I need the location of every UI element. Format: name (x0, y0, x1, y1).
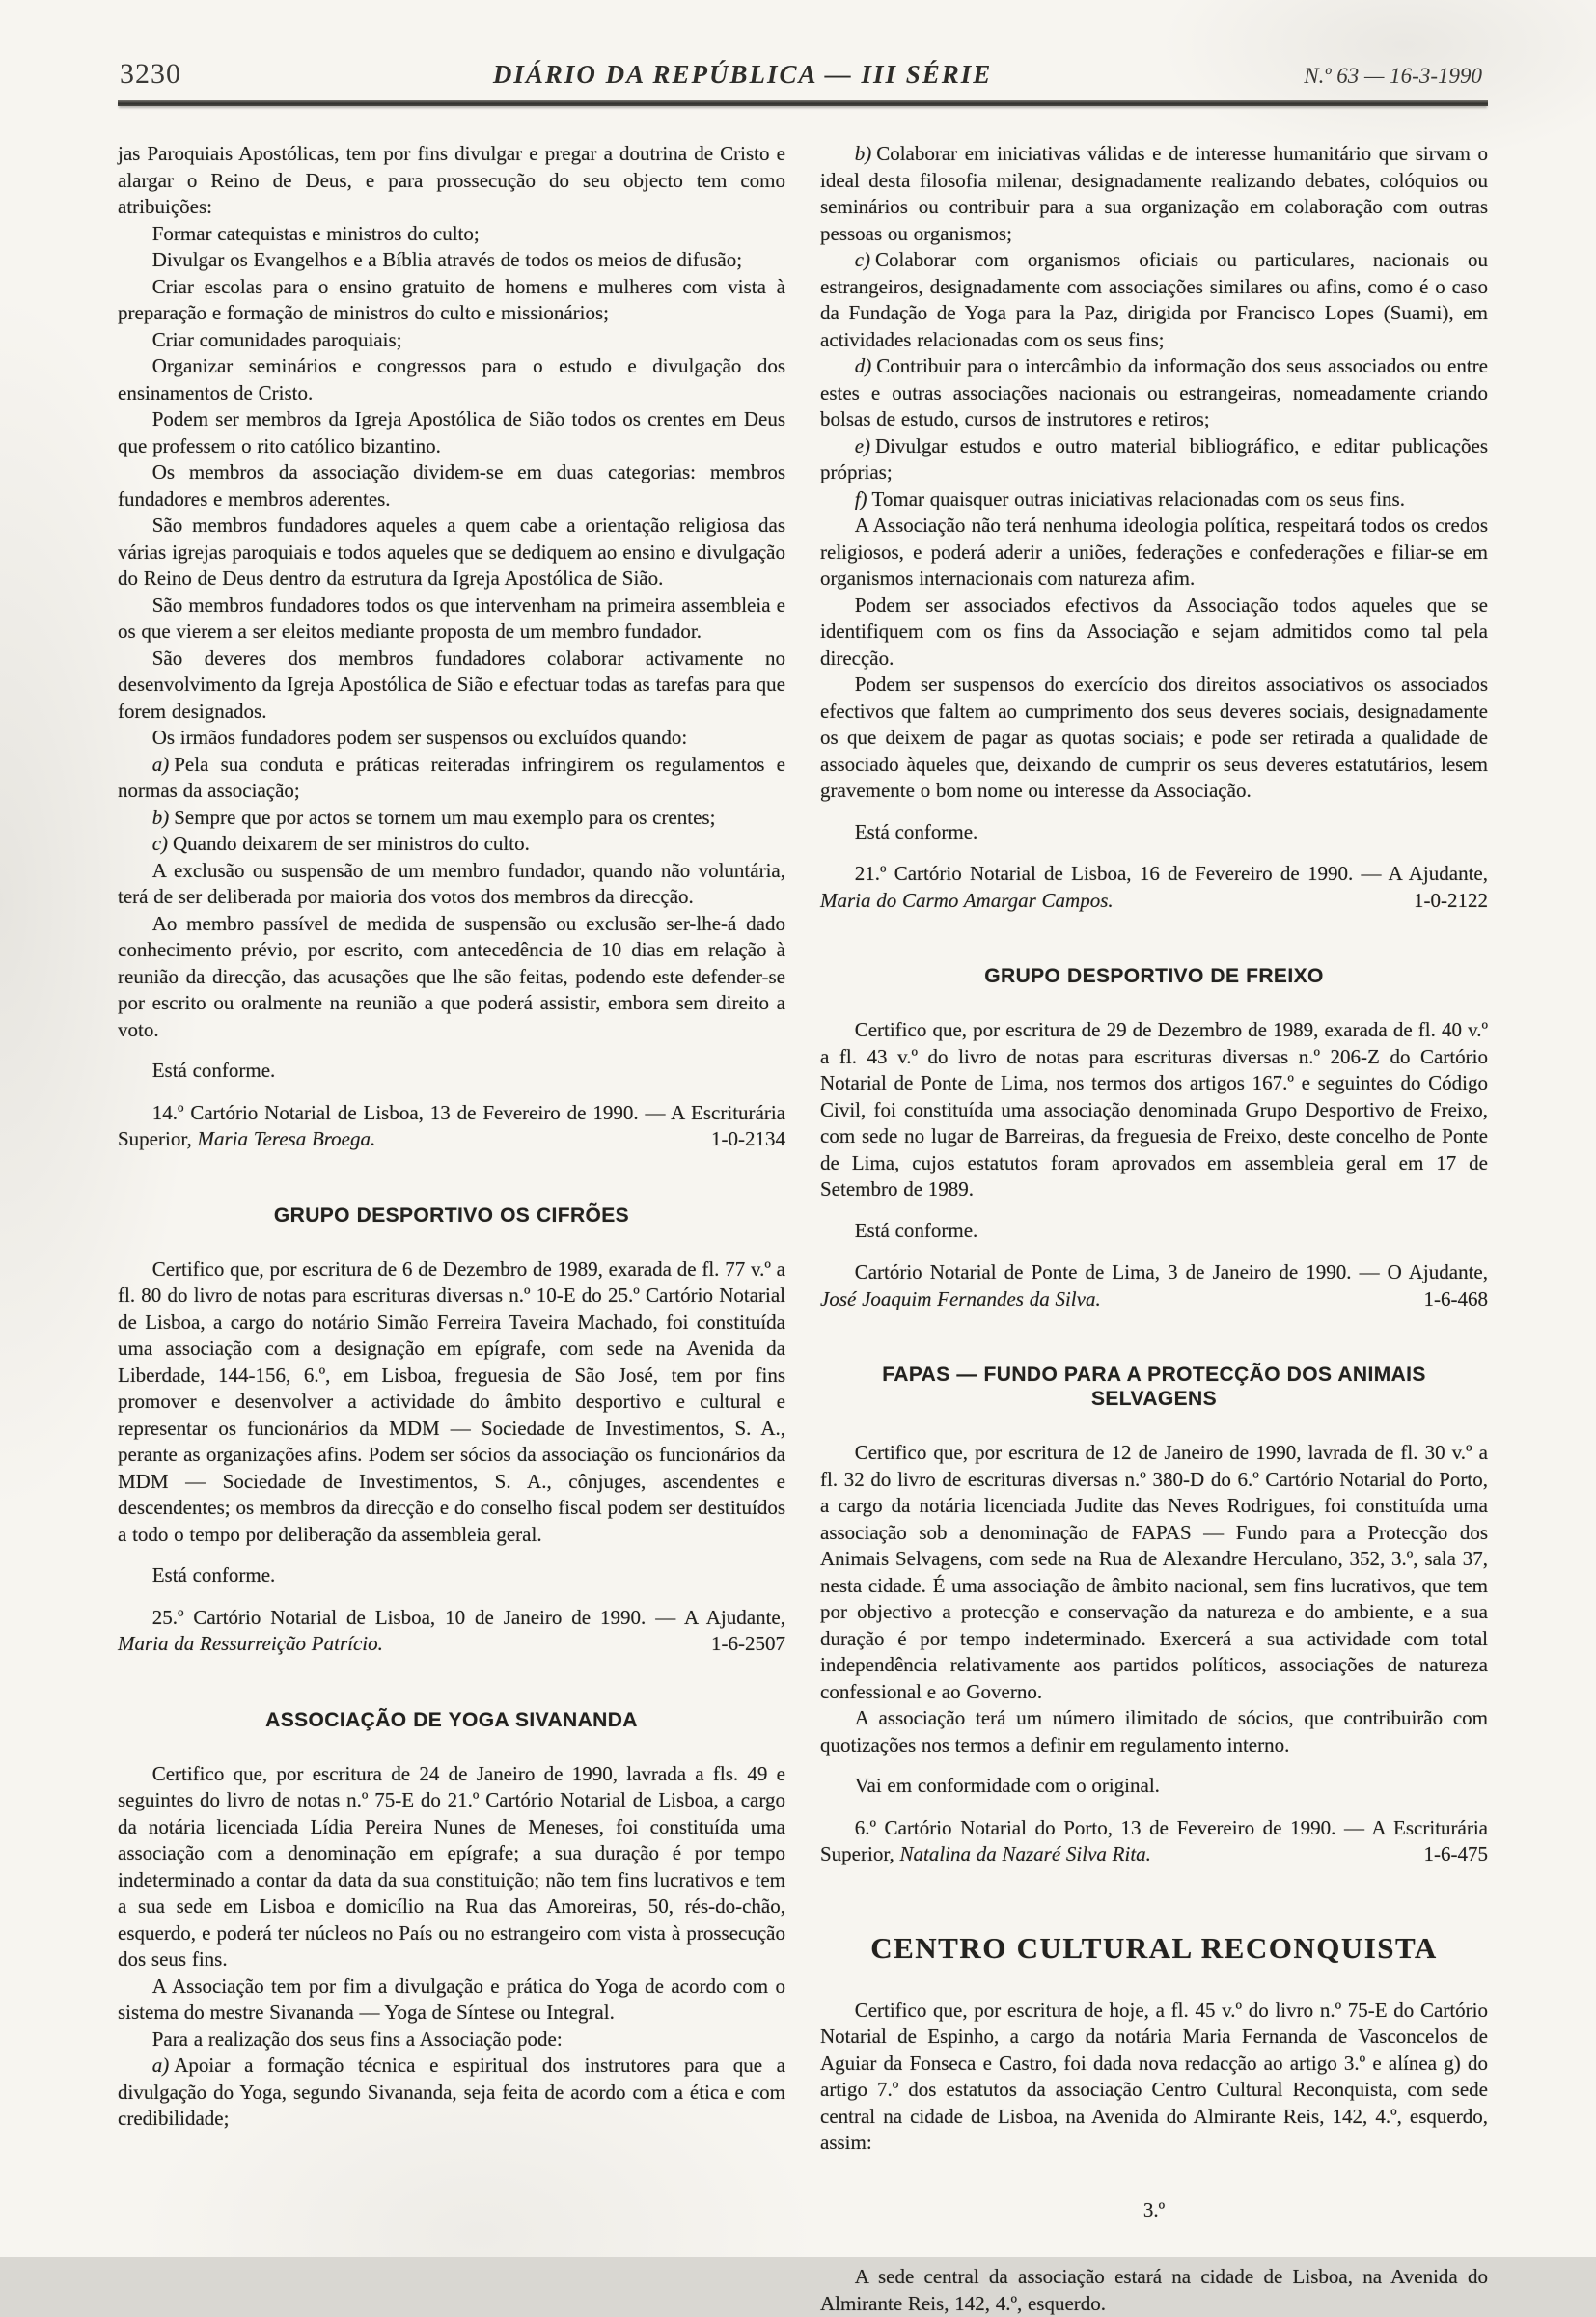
paragraph-text: Os irmãos fundadores podem ser suspensos ou excluídos quando: (151, 726, 688, 749)
paragraph-text: Para a realização dos seus fins a Associação pode: (151, 2027, 563, 2051)
paragraph (820, 672, 1488, 805)
paragraph (118, 646, 785, 726)
registry-ref: 1-0-2122 (1414, 888, 1488, 912)
paragraph (820, 141, 1488, 247)
signature-line (820, 1259, 1488, 1312)
section-heading: FAPAS — FUNDO PARA A PROTECÇÃO DOS ANIMAIS SELVAGENS (882, 1364, 1426, 1410)
issue-number: N.º 63 — 16-3-1990 (1304, 64, 1482, 88)
paragraph (118, 247, 785, 274)
paragraph-text: Certifico que, por escritura de 6 de Dezembro de 1989, exarada de fl. 77 v.º a fl. 80 do livro de notas para escrituras diversas n.º 10-E do 25.º Cartório Notarial de Lisboa, a cargo do notário Simão Ferreira Taveira Machado, foi constituída uma associação com a designação em epígrafe, com sede na Avenida da Liberdade, 144-156, 6.º, em Lisboa, freguesia de São José, tem por fins promover e desenvolver a actividade do âmbito desportivo e cultural e representar os funcionários da MDM — Sociedade de Investimentos, S. A., perante as organizações afins. Podem ser sócios da associação os funcionários da MDM — Sociedade de Investimentos, S. A., cônjuges, ascendentes e descendentes; os membros da direcção e do conselho fiscal podem ser destituídos a todo o tempo por deliberação da assembleia geral. (118, 1256, 785, 1546)
paragraph (820, 1017, 1488, 1203)
paragraph-text: Está conforme. (854, 1218, 978, 1242)
signature-line (118, 1100, 785, 1153)
paragraph (118, 406, 785, 459)
paragraph (820, 433, 1488, 486)
paragraph (118, 459, 785, 512)
paragraph-text: A Associação não terá nenhuma ideologia política, respeitará todos os credos religiosos, e poderá aderir a uniões, federações e confederações e filiar-se em organismos internacionais com natureza afim. (820, 513, 1488, 590)
paragraph (118, 353, 785, 406)
section-heading: GRUPO DESPORTIVO OS CIFRÕES (273, 1203, 630, 1227)
signature-line (118, 1605, 785, 1658)
right-column (820, 141, 1488, 2317)
paragraph-text: Organizar seminários e congressos para o estudo e divulgação dos ensinamentos de Cristo. (118, 354, 785, 404)
paragraph (118, 1256, 785, 1549)
paragraph (118, 1973, 785, 2027)
signature-line (820, 861, 1488, 914)
item-letter: b) (151, 805, 170, 829)
paragraph-text: São membros fundadores aqueles a quem cabe a orientação religiosa das várias igrejas paroquiais e todos aqueles que se dediquem ao ensino e divulgação do Reino de Deus dentro da estrutura da Igreja Apostólica de Sião. (118, 513, 785, 590)
paragraph (118, 221, 785, 248)
paragraph (118, 1058, 785, 1085)
section-heading-large: CENTRO CULTURAL RECONQUISTA (870, 1930, 1438, 1965)
registry-ref: 1-6-468 (1423, 1286, 1488, 1310)
page-columns (118, 141, 1488, 2317)
paragraph-text: Está conforme. (151, 1563, 276, 1586)
paragraph-text: Quando deixarem de ser ministros do culto. (173, 832, 530, 855)
signature-text: 14.º Cartório Notarial de Lisboa, 13 de Fevereiro de 1990. — A Escriturária Superior, (118, 1100, 785, 1150)
item-letter: b) (854, 142, 872, 165)
paragraph (118, 1761, 785, 1973)
item-letter: a) (151, 2054, 170, 2077)
registry-ref: 1-6-2507 (711, 1632, 785, 1655)
signature-name: Maria da Ressurreição Patrício. (118, 1632, 383, 1655)
paragraph-text: Divulgar estudos e outro material bibliográfico, e editar publicações próprias; (820, 433, 1488, 483)
paragraph-text: São deveres dos membros fundadores colaborar activamente no desenvolvimento da Igreja Apostólica de Sião e efectuar todas as tarefas para que forem designados. (118, 646, 785, 723)
paragraph-text: A Associação tem por fim a divulgação e prática do Yoga de acordo com o sistema do mestre Sivananda — Yoga de Síntese ou Integral. (118, 1973, 785, 2024)
item-letter: e) (854, 433, 871, 457)
signature-text: 25.º Cartório Notarial de Lisboa, 10 de Janeiro de 1990. — A Ajudante, (151, 1605, 785, 1629)
item-letter: a) (151, 752, 170, 776)
paragraph-text: Colaborar em iniciativas válidas e de interesse humanitário que sirvam o ideal desta filosofia milenar, designadamente realizando debates, colóquios ou seminários ou contribuir para a sua organização em colaboração com outras pessoas ou organismos; (820, 142, 1488, 245)
paragraph (118, 725, 785, 752)
paragraph-text: Sempre que por actos se tornem um mau exemplo para os crentes; (174, 805, 716, 829)
paragraph-text: Criar comunidades paroquiais; (151, 327, 402, 351)
paragraph-text: Certifico que, por escritura de 29 de Dezembro de 1989, exarada de fl. 40 v.º a fl. 43 v.º do livro de notas para escrituras diversas n.º 206-Z do Cartório Notarial de Ponte de Lima, nos termos dos artigos 167.º e seguintes do Código Civil, foi constituída uma associação denominada Grupo Desportivo de Freixo, com sede no lugar de Barreiras, da freguesia de Freixo, deste concelho de Ponte de Lima, cujos estatutos foram aprovados em assembleia geral em 17 de Setembro de 1989. (820, 1018, 1488, 1200)
signature-name: Maria do Carmo Amargar Campos. (820, 888, 1114, 912)
paragraph (820, 1705, 1488, 1758)
paragraph-text: Formar catequistas e ministros do culto; (151, 221, 480, 245)
paragraph-text: Os membros da associação dividem-se em duas categorias: membros fundadores e membros aderentes. (118, 460, 785, 510)
registry-ref: 1-0-2134 (711, 1127, 785, 1150)
item-letter: d) (854, 354, 872, 377)
paragraph-text: A exclusão ou suspensão de um membro fundador, quando não voluntária, terá de ser deliberada por maioria dos votos dos membros da direcção. (118, 858, 785, 908)
paragraph-text: Criar escolas para o ensino gratuito de homens e mulheres com vista à preparação e formação de ministros do culto e missionários; (118, 274, 785, 324)
paragraph-text: jas Paroquiais Apostólicas, tem por fins divulgar e pregar a doutrina de Cristo e alargar o Reino de Deus, e para prossecução do seu objecto tem como atribuições: (118, 142, 785, 218)
item-letter: c) (151, 832, 169, 855)
item-letter: c) (854, 248, 871, 271)
paragraph-text: Está conforme. (854, 819, 978, 843)
signature-name: Natalina da Nazaré Silva Rita. (899, 1842, 1151, 1865)
registry-ref: 1-6-475 (1423, 1842, 1488, 1865)
paragraph (118, 1562, 785, 1589)
paragraph (118, 2053, 785, 2133)
signature-text: Cartório Notarial de Ponte de Lima, 3 de Janeiro de 1990. — O Ajudante, (854, 1260, 1488, 1283)
paragraph (820, 1440, 1488, 1705)
paragraph-text: A associação terá um número ilimitado de sócios, que contribuirão com quotizações nos termos a definir em regulamento interno. (820, 1706, 1488, 1756)
paragraph-text: São membros fundadores todos os que intervenham na primeira assembleia e os que vierem a ser eleitos mediante proposta de um membro fundador. (118, 593, 785, 643)
signature-line (820, 1815, 1488, 1868)
paragraph (820, 2264, 1488, 2317)
paragraph (820, 1218, 1488, 1245)
signature-name: José Joaquim Fernandes da Silva. (820, 1286, 1101, 1310)
paragraph-text: Ao membro passível de medida de suspensão ou exclusão ser-lhe-á dado conhecimento prévio, por escrito, com antecedência de 10 dias em relação à reunião da direcção, das acusações que lhe são feitas, podendo este defender-se por escrito ou oralmente na reunião a que poderá assistir, embora sem direito a voto. (118, 911, 785, 1041)
paragraph (820, 593, 1488, 673)
paragraph-text: Apoiar a formação técnica e espiritual dos instrutores para que a divulgação do Yoga, segundo Sivananda, seja feita de acordo com a ética e com credibilidade; (118, 2054, 785, 2130)
paragraph (118, 2027, 785, 2054)
paragraph-text: Pela sua conduta e práticas reiteradas infringirem os regulamentos e normas da associação; (118, 752, 785, 802)
paragraph-text: Vai em conformidade com o original. (854, 1774, 1160, 1797)
paragraph (118, 831, 785, 858)
paragraph (820, 1773, 1488, 1800)
paragraph (118, 327, 785, 354)
header-rule (118, 100, 1488, 106)
paragraph (820, 512, 1488, 593)
item-letter: f) (854, 486, 867, 510)
section-heading: GRUPO DESPORTIVO DE FREIXO (984, 965, 1324, 987)
paragraph-text: Certifico que, por escritura de hoje, a fl. 45 v.º do livro n.º 75-E do Cartório Notarial de Espinho, a cargo da notária Maria Fernanda de Vasconcelos de Aguiar da Fonseca e Castro, foi dada nova redacção ao artigo 3.º e alínea g) do artigo 7.º dos estatutos da associação Centro Cultural Reconquista, com sede central na cidade de Lisboa, na Avenida do Almirante Reis, 142, 4.º, esquerdo, assim: (820, 1998, 1488, 2154)
paragraph (118, 512, 785, 593)
left-column (118, 141, 785, 2317)
page-number: 3230 (120, 58, 181, 90)
paragraph (118, 274, 785, 327)
paragraph-text: A sede central da associação estará na cidade de Lisboa, na Avenida do Almirante Reis, 142, 4.º, esquerdo. (820, 2265, 1488, 2315)
paragraph (118, 911, 785, 1044)
paragraph (118, 593, 785, 646)
signature-name: Maria Teresa Broega. (197, 1127, 376, 1150)
paragraph-text: Podem ser associados efectivos da Associação todos aqueles que se identifiquem com os fins da Associação e sejam admitidos como tal pela direcção. (820, 593, 1488, 670)
paragraph (820, 1998, 1488, 2157)
paragraph (820, 486, 1488, 513)
paragraph-text: Colaborar com organismos oficiais ou particulares, nacionais ou estrangeiros, designadamente com associações similares ou afins, como é o caso da Fundação de Yoga para la Paz, dirigida por Francisco Lopes (Suami), em actividades relacionadas com os seus fins; (820, 248, 1488, 351)
article-number: 3.º (1142, 2197, 1166, 2221)
paragraph-text: Podem ser membros da Igreja Apostólica de Sião todos os crentes em Deus que professem o rito católico bizantino. (118, 407, 785, 457)
paragraph-text: Certifico que, por escritura de 24 de Janeiro de 1990, lavrada a fls. 49 e seguintes do livro de notas n.º 75-E do 21.º Cartório Notarial de Lisboa, a cargo da notária licenciada Lídia Pereira Nunes de Meneses, foi constituída uma associação com a denominação em epígrafe; a sua duração é por tempo indeterminado a contar da data da sua constituição; não tem fins lucrativos e tem a sua sede em Lisboa e domicílio na Rua das Amoreiras, 50, rés-do-chão, esquerdo, e poderá ter núcleos no País ou no estrangeiro com vista à prossecução dos seus fins. (118, 1761, 785, 1971)
paragraph (820, 247, 1488, 353)
paragraph-text: Divulgar os Evangelhos e a Bíblia através de todos os meios de difusão; (151, 248, 743, 271)
paragraph-text: Tomar quaisquer outras iniciativas relacionadas com os seus fins. (871, 486, 1405, 510)
paragraph (820, 353, 1488, 433)
section-heading: ASSOCIAÇÃO DE YOGA SIVANANDA (265, 1708, 638, 1731)
signature-text: 21.º Cartório Notarial de Lisboa, 16 de Fevereiro de 1990. — A Ajudante, (854, 862, 1488, 885)
signature-text: 6.º Cartório Notarial do Porto, 13 de Fevereiro de 1990. — A Escriturária Superior, (820, 1815, 1488, 1865)
page-header (118, 33, 1488, 98)
paragraph (118, 752, 785, 805)
paragraph (820, 819, 1488, 846)
paragraph-text: Está conforme. (151, 1059, 276, 1082)
paragraph-text: Contribuir para o intercâmbio da informação dos seus associados ou entre estes e outras associações nacionais ou estrangeiras, nomeadamente criando bolsas de estudo, cursos de instrutores e retiros; (820, 354, 1488, 430)
paragraph-text: Podem ser suspensos do exercício dos direitos associativos os associados efectivos que faltem ao cumprimento dos seus deveres sociais, designadamente os que deixem de pagar as quotas sociais; e pode ser retirada a qualidade de associado àqueles que, deixando de cumprir os seus deveres estatutários, lesem gravemente o bom nome ou interesse da Associação. (820, 673, 1488, 802)
paragraph (118, 805, 785, 832)
paragraph (118, 141, 785, 221)
journal-title: DIÁRIO DA REPÚBLICA — III SÉRIE (492, 60, 993, 89)
paragraph-text: Certifico que, por escritura de 12 de Janeiro de 1990, lavrada de fl. 30 v.º a fl. 32 do livro de escrituras diversas n.º 380-D do 6.º Cartório Notarial do Porto, a cargo da notária licenciada Judite das Neves Rodrigues, foi constituída uma associação sob a denominação de FAPAS — Fundo para a Protecção dos Animais Selvagens, com sede na Rua de Alexandre Herculano, 352, 3.º, sala 37, nesta cidade. É uma associação de âmbito nacional, sem fins lucrativos, que tem por objectivo a protecção e conservação da natureza e do ambiente, e a sua duração é por tempo indeterminado. Exercerá a sua actividade com total independência relativamente aos partidos políticos, associações de natureza confessional e ao Governo. (820, 1441, 1488, 1703)
paragraph (118, 858, 785, 911)
